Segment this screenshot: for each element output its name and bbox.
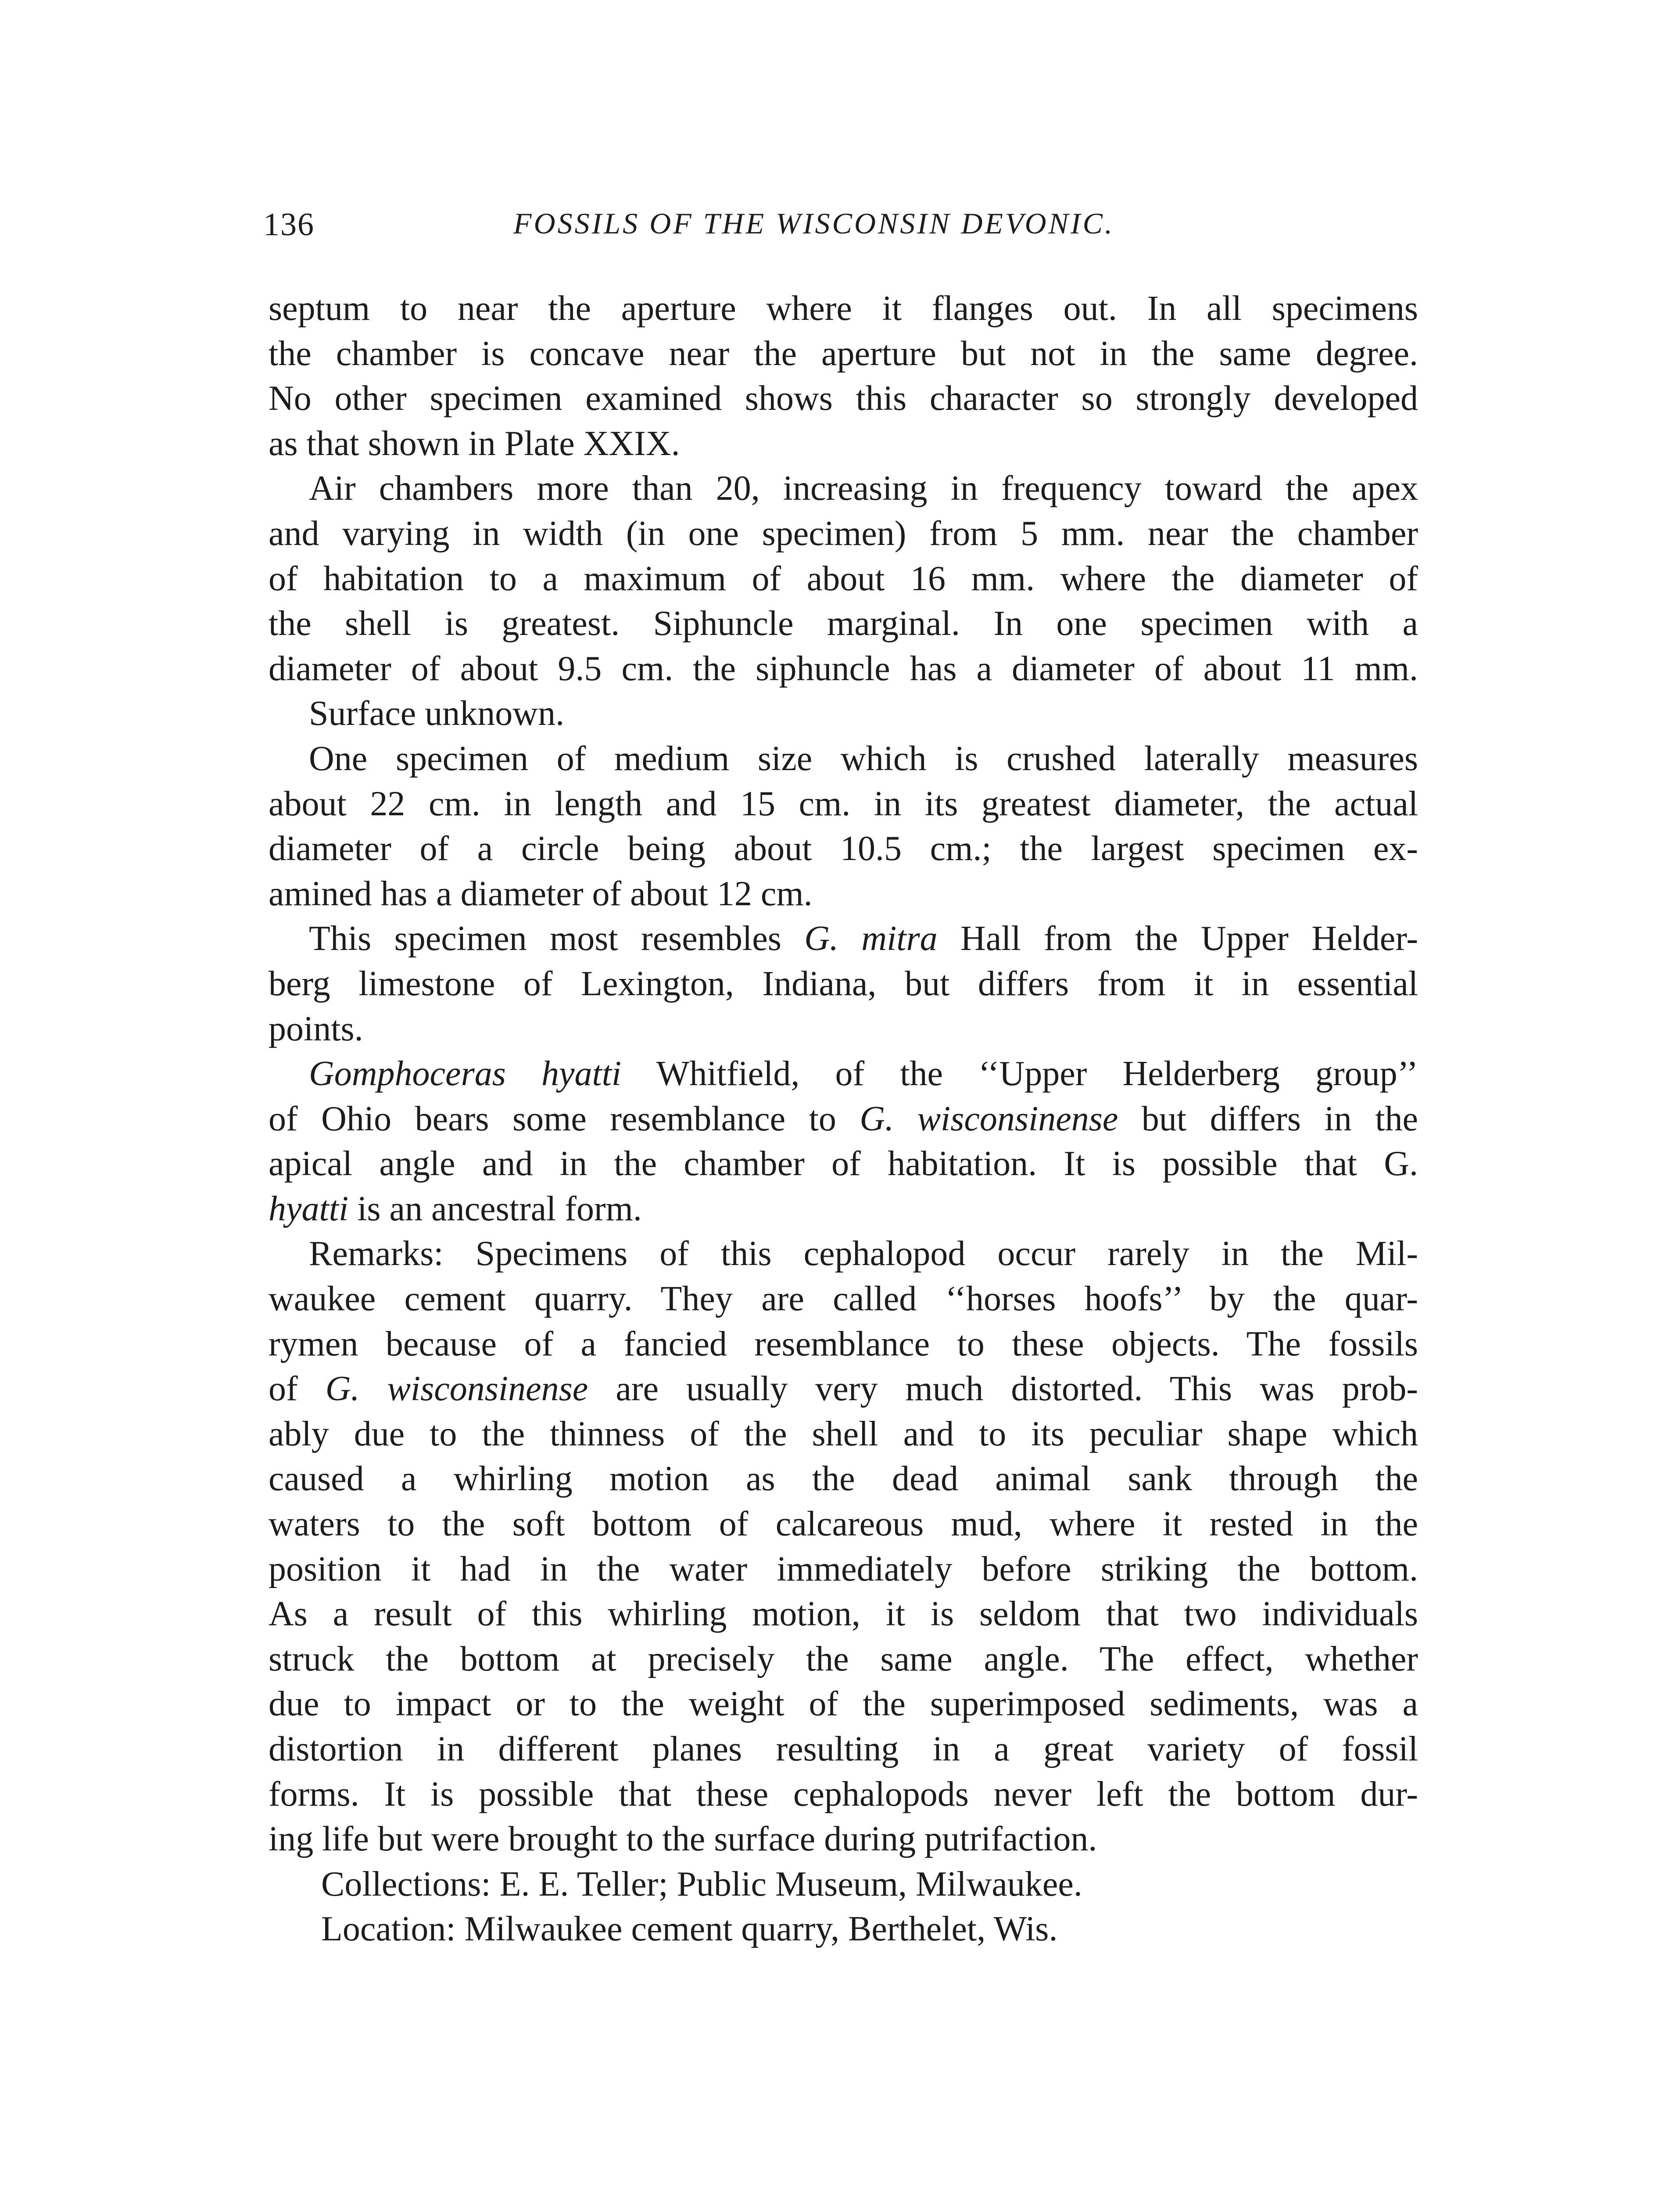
text-run: but differs in the: [1118, 1099, 1418, 1138]
text-line: caused a whirling motion as the dead animal sank through the: [269, 1459, 1418, 1499]
text-line: apical angle and in the chamber of habitation. It is possible that G.: [269, 1144, 1418, 1183]
text-run: Hall from the Upper Helder-: [937, 919, 1418, 958]
text-run: of Ohio bears some resemblance to: [269, 1099, 860, 1138]
running-title: FOSSILS OF THE WISCONSIN DEVONIC.: [513, 207, 1114, 240]
text-line: struck the bottom at precisely the same angle. The effect, whether: [269, 1639, 1418, 1678]
page-number: 136: [263, 207, 315, 243]
text-line: berg limestone of Lexington, Indiana, but differs from it in essential: [269, 964, 1418, 1003]
text-line: Collections: E. E. Teller; Public Museum, Milwaukee.: [321, 1864, 1082, 1904]
text-run: Whitfield, of the ‘‘Upper Helderberg group’’: [621, 1054, 1418, 1093]
text-line: ably due to the thinness of the shell and to its peculiar shape which: [269, 1414, 1418, 1453]
page-header: [263, 206, 1426, 255]
text-line: as that shown in Plate XXIX.: [269, 424, 680, 463]
italic-text: hyatti: [269, 1189, 349, 1228]
text-run: of: [269, 1369, 326, 1409]
text-line: As a result of this whirling motion, it is seldom that two individuals: [269, 1595, 1418, 1634]
text-line: Air chambers more than 20, increasing in frequency toward the apex: [309, 469, 1418, 508]
text-line: the shell is greatest. Siphuncle marginal. In one specimen with a: [269, 604, 1418, 643]
text-line: rymen because of a fancied resemblance to these objects. The fossils: [269, 1324, 1418, 1363]
text-line: diameter of a circle being about 10.5 cm.; the largest specimen ex-: [269, 829, 1418, 868]
text-line: One specimen of medium size which is crushed laterally measures: [309, 739, 1418, 778]
text-line: [269, 1051, 1418, 1097]
text-run: are usually very much distorted. This was prob-: [588, 1369, 1418, 1409]
italic-text: G. wisconsinense: [325, 1369, 588, 1409]
text-line: due to impact or to the weight of the superimposed sediments, was a: [269, 1685, 1418, 1724]
text-line: septum to near the aperture where it flanges out. In all specimens: [269, 289, 1418, 328]
italic-text: G. mitra: [804, 919, 938, 958]
text-line: distortion in different planes resulting in a great variety of fossil: [269, 1730, 1418, 1768]
text-line: [269, 1187, 1418, 1232]
text-line: waukee cement quarry. They are called ‘‘horses hoofs’’ by the quar-: [269, 1280, 1418, 1319]
text-line: position it had in the water immediately before striking the bottom.: [269, 1549, 1418, 1588]
text-line: and varying in width (in one specimen) from 5 mm. near the chamber: [269, 514, 1418, 553]
body-text: [269, 286, 1418, 1952]
text-line: points.: [269, 1009, 363, 1048]
text-line: of habitation to a maximum of about 16 mm. where the diameter of: [269, 559, 1418, 598]
italic-text: G. wisconsinense: [860, 1099, 1118, 1138]
text-run: is an ancestral form.: [348, 1189, 642, 1228]
text-line: amined has a diameter of about 12 cm.: [269, 874, 813, 913]
text-line: [269, 1366, 1418, 1412]
text-line: Remarks: Specimens of this cephalopod occur rarely in the Mil-: [309, 1234, 1418, 1273]
text-line: diameter of about 9.5 cm. the siphuncle has a diameter of about 11 mm.: [269, 649, 1418, 688]
text-line: waters to the soft bottom of calcareous mud, where it rested in the: [269, 1505, 1418, 1544]
text-line: [269, 916, 1418, 961]
text-run: This specimen most resembles: [309, 919, 805, 958]
text-line: No other specimen examined shows this character so strongly developed: [269, 379, 1418, 418]
text-line: about 22 cm. in length and 15 cm. in its greatest diameter, the actual: [269, 784, 1418, 823]
text-line: ing life but were brought to the surface during putrifaction.: [269, 1820, 1097, 1859]
text-line: Surface unknown.: [309, 694, 565, 733]
text-line: forms. It is possible that these cephalopods never left the bottom dur-: [269, 1775, 1418, 1814]
text-line: Location: Milwaukee cement quarry, Berthelet, Wis.: [321, 1910, 1058, 1949]
italic-text: Gomphoceras hyatti: [309, 1054, 622, 1093]
text-line: the chamber is concave near the aperture but not in the same degree.: [269, 334, 1418, 373]
text-line: [269, 1097, 1418, 1142]
